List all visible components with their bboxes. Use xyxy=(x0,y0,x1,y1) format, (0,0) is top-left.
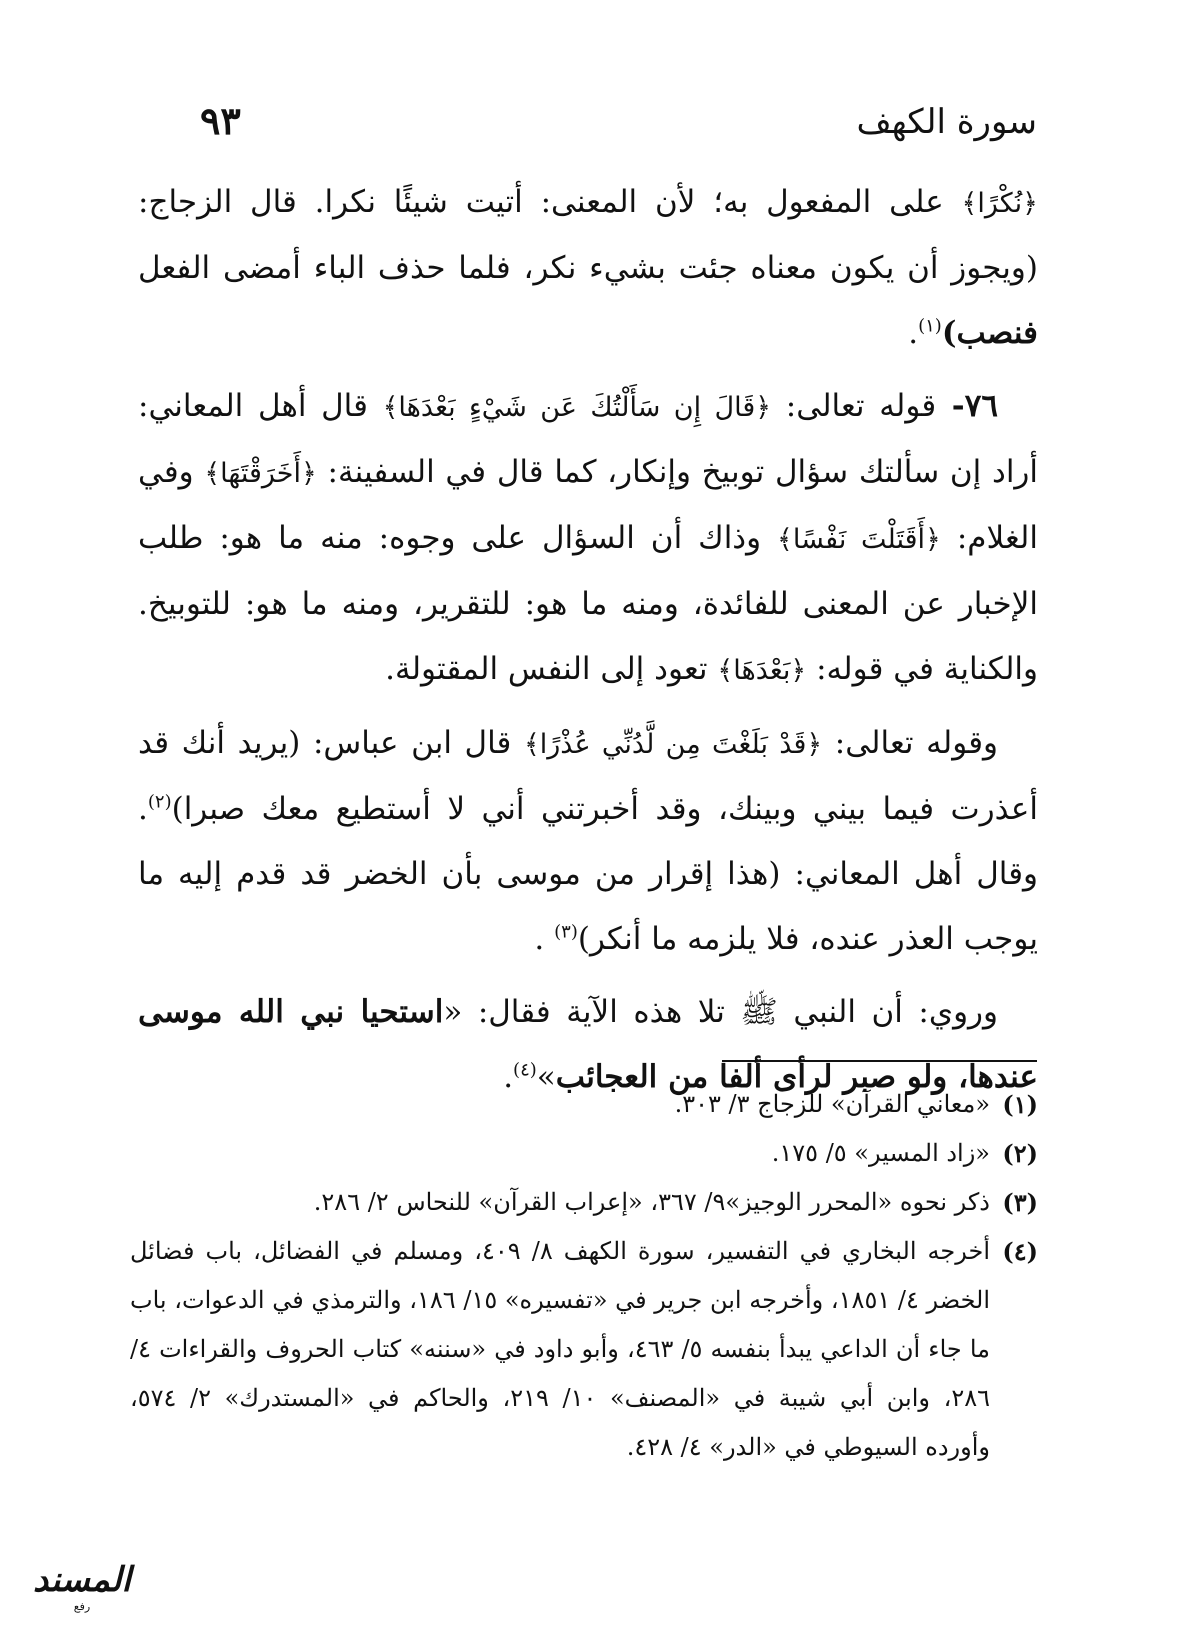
text-run: ٧٦- xyxy=(936,388,998,424)
quran-quote: ﴿قَالَ إِن سَأَلْتُكَ عَن شَيْءٍ بَعْدَهَا﴾ xyxy=(382,392,772,423)
text-run: على المفعول به؛ لأن المعنى: أتيت شيئًا نكرا. قال الزجاج: (ويجوز أن يكون معناه جئت بشيء نكر، فلما حذف الباء أمضى الفعل xyxy=(138,184,1038,286)
footnote-ref: (١) xyxy=(918,315,942,337)
page-header xyxy=(200,92,1037,152)
footnote-item xyxy=(130,1129,1038,1178)
footnote-text: «معاني القرآن» للزجاج ٣/ ٣٠٣. xyxy=(674,1090,990,1118)
page-number: ٩٣ xyxy=(200,98,241,143)
text-run: وقوله تعالى: xyxy=(822,725,998,761)
text-run: » xyxy=(536,1059,556,1095)
footnote-number: (١) xyxy=(1002,1090,1038,1119)
text-run: استحيا نبي الله موسى عندها، ولو صبر لرأى ألفا من العجائب xyxy=(138,994,1038,1095)
footnote-text: «زاد المسير» ٥/ ١٧٥. xyxy=(771,1139,990,1167)
text-run: فنصب) xyxy=(941,315,1038,351)
text-run: قال أهل المعاني: أراد إن سألتك سؤال توبيخ وإنكار، كما قال في السفينة: xyxy=(138,388,1039,490)
logo-text: المسند xyxy=(33,1560,131,1600)
surah-title: سورة الكهف xyxy=(856,102,1037,142)
logo-subtext: رفع xyxy=(73,1600,91,1613)
quran-quote: ﴿نُكْرًا﴾ xyxy=(961,188,1038,219)
text-run: وذاك أن السؤال على وجوه: منه ما هو: طلب الإخبار عن المعنى للفائدة، ومنه ما هو: للتقرير، ومنه ما هو: للتوبيخ. والكناية في قوله: xyxy=(138,520,1038,687)
paragraph xyxy=(138,711,1038,972)
footnote-separator xyxy=(722,1060,1037,1062)
main-text xyxy=(138,170,1038,1118)
publisher-logo xyxy=(12,1560,152,1620)
text-run: تعود إلى النفس المقتولة. xyxy=(385,651,718,687)
paragraph xyxy=(138,170,1038,366)
footnote-ref: (٣) xyxy=(554,921,578,943)
footnote-ref: (٤) xyxy=(513,1059,537,1081)
text-run: وفي الغلام: xyxy=(138,454,1038,556)
quran-quote: ﴿أَقَتَلْتَ نَفْسًا﴾ xyxy=(777,524,941,555)
paragraph xyxy=(138,374,1038,703)
footnote-text: ذكر نحوه «المحرر الوجيز»٩/ ٣٦٧، «إعراب القرآن» للنحاس ٢/ ٢٨٦. xyxy=(313,1188,990,1216)
footnote-text: أخرجه البخاري في التفسير، سورة الكهف ٨/ ٤٠٩، ومسلم في الفضائل، باب فضائل الخضر ٤/ ١٨٥١، وأخرجه ابن جرير في «تفسيره» ١٥/ ١٨٦، والترمذي في الدعوات، باب ما جاء أن الداعي يبدأ بنفسه ٥/ ٤٦٣، وأبو داود في «سننه» كتاب الحروف والقراءات ٤/ ٢٨٦، وابن أبي شيبة في «المصنف» ١٠/ ٢١٩، والحاكم في «المستدرك» ٢/ ٥٧٤، وأورده السيوطي في «الدر» ٤/ ٤٢٨. xyxy=(130,1237,991,1461)
quran-quote: ﴿قَدْ بَلَغْتَ مِن لَّدُنِّي عُذْرًا﴾ xyxy=(523,729,823,760)
text-run: . وقال أهل المعاني: (هذا إقرار من موسى بأن الخضر قد قدم إليه ما يوجب العذر عنده، فلا يلزمه ما أنكر) xyxy=(138,791,1038,957)
footnote-item xyxy=(130,1227,1038,1472)
footnote-number: (٢) xyxy=(1002,1139,1038,1168)
text-run: . xyxy=(503,1059,514,1095)
footnote-number: (٤) xyxy=(1002,1237,1038,1266)
text-run: قال ابن عباس: (يريد أنك قد أعذرت فيما بيني وبينك، وقد أخبرتني أني لا أستطيع معك صبرا) xyxy=(138,725,1038,827)
text-run: وروي: أن النبي ﷺ تلا هذه الآية فقال: « xyxy=(443,994,998,1030)
footnote-ref: (٢) xyxy=(147,791,172,813)
quran-quote: ﴿أَخَرَقْتَهَا﴾ xyxy=(204,458,317,489)
text-run: . xyxy=(534,921,555,957)
text-run: قوله تعالى: xyxy=(771,388,937,424)
footnote-item xyxy=(130,1080,1038,1129)
text-run: . xyxy=(908,315,919,351)
footnote-number: (٣) xyxy=(1002,1188,1038,1217)
footnotes xyxy=(130,1080,1038,1472)
quran-quote: ﴿بَعْدَهَا﴾ xyxy=(717,655,807,686)
footnote-item xyxy=(130,1178,1038,1227)
